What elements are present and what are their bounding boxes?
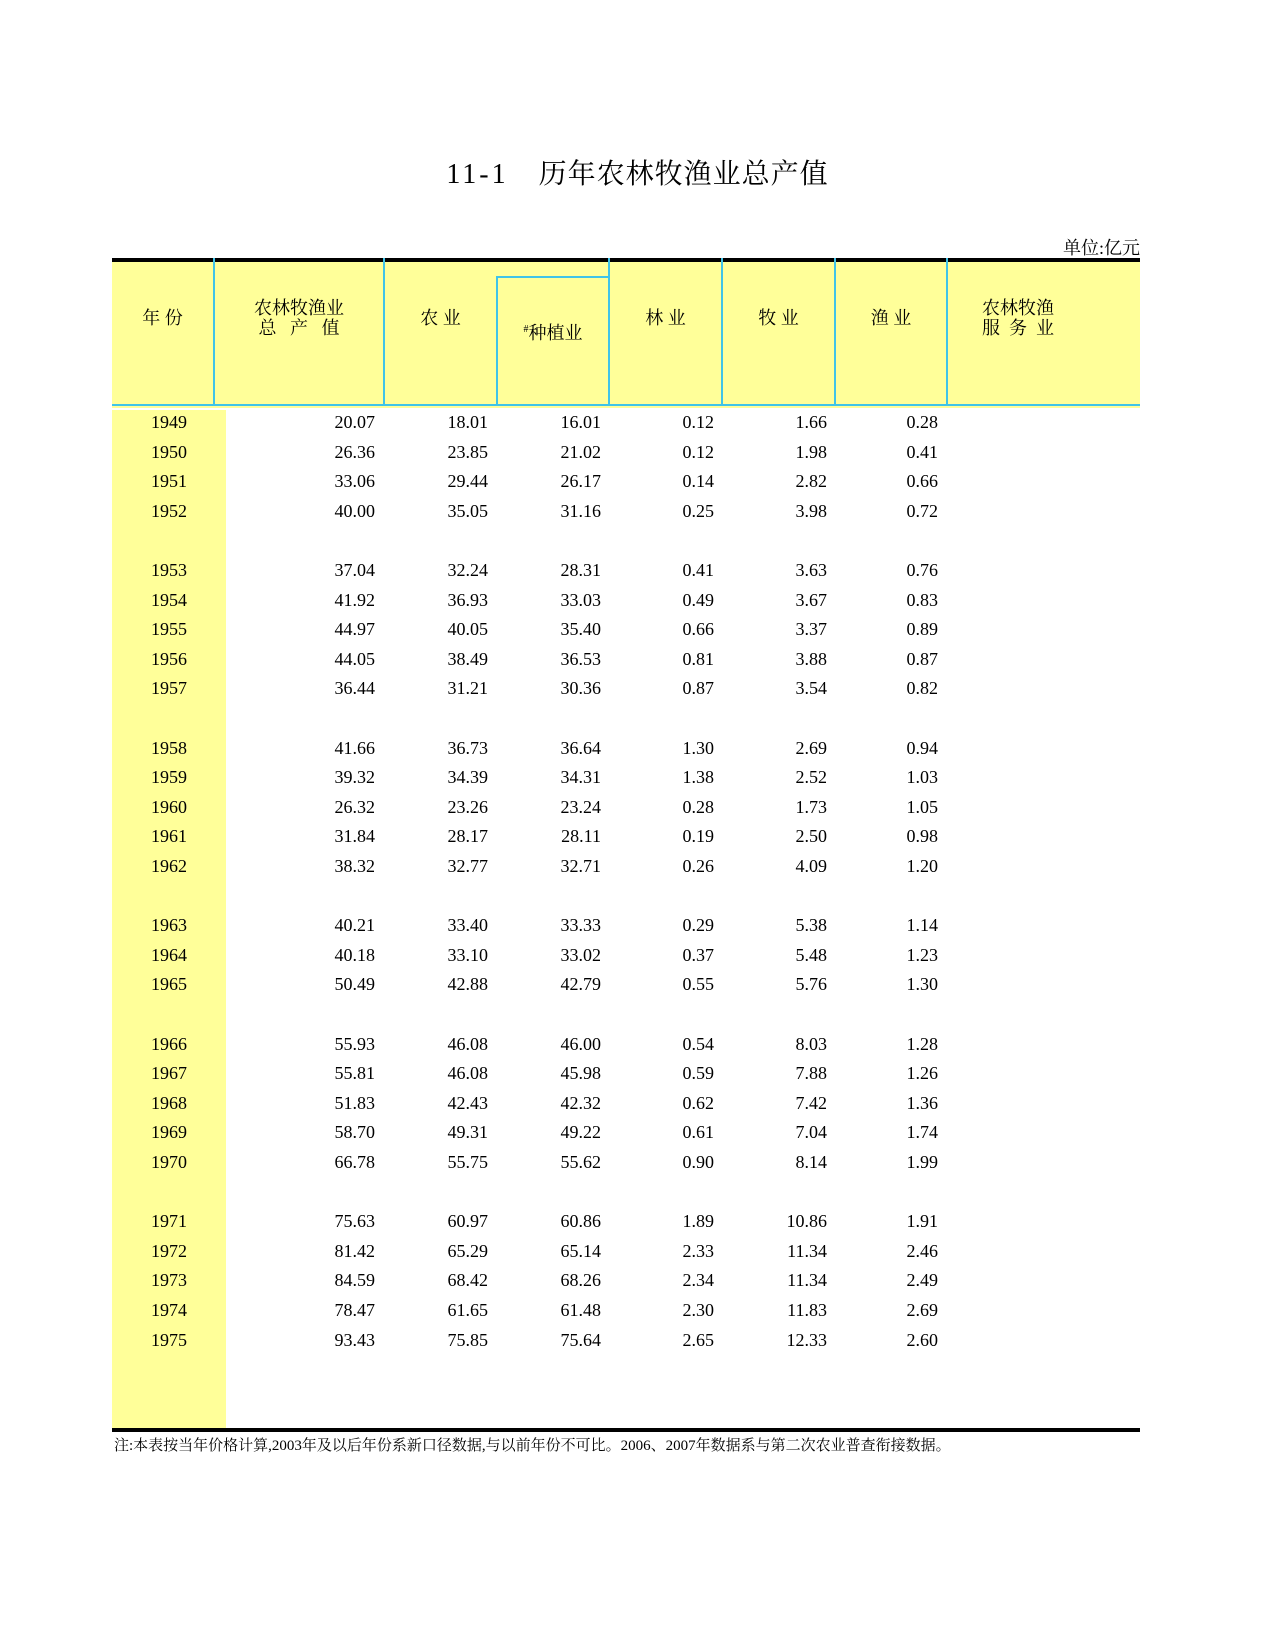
plant-cell: 42.79 — [560, 974, 601, 995]
total-cell: 50.49 — [334, 974, 375, 995]
husb-cell: 11.34 — [787, 1240, 827, 1261]
husb-cell: 7.04 — [795, 1122, 827, 1143]
forest-cell: 1.30 — [682, 737, 714, 758]
header-services-line2: 服 务 业 — [982, 318, 1054, 338]
husb-cell: 10.86 — [786, 1211, 827, 1232]
fish-cell: 0.41 — [906, 441, 938, 462]
header-forestry: 林 业 — [645, 308, 686, 328]
year-cell: 1951 — [151, 471, 187, 492]
forest-cell: 1.38 — [682, 767, 714, 788]
header-agriculture: 农 业 — [420, 308, 461, 328]
total-cell: 66.78 — [334, 1152, 375, 1172]
husb-cell: 12.33 — [786, 1329, 827, 1350]
header-divider — [834, 258, 836, 404]
forest-cell: 0.12 — [682, 441, 714, 462]
year-cell: 1972 — [151, 1240, 187, 1261]
husb-cell: 2.50 — [795, 826, 827, 847]
agri-cell: 65.29 — [447, 1240, 488, 1261]
fish-cell: 1.03 — [906, 767, 938, 788]
agri-cell: 42.88 — [447, 974, 488, 995]
plant-cell: 36.53 — [560, 648, 601, 669]
forest-cell: 2.33 — [682, 1240, 714, 1261]
plant-cell: 21.02 — [560, 441, 601, 462]
fish-cell: 1.28 — [906, 1033, 938, 1054]
total-cell: 84.59 — [334, 1270, 375, 1291]
agri-cell: 36.73 — [447, 737, 488, 758]
year-cell: 1955 — [151, 619, 187, 640]
plant-cell: 75.64 — [560, 1329, 601, 1350]
fish-cell: 2.60 — [906, 1329, 938, 1350]
fish-cell: 0.83 — [906, 589, 938, 610]
table-row — [112, 1298, 1140, 1322]
husb-cell: 7.88 — [795, 1063, 827, 1084]
table-row — [112, 795, 1140, 819]
year-cell: 1974 — [151, 1300, 187, 1320]
year-cell: 1969 — [151, 1122, 187, 1143]
year-cell: 1953 — [151, 560, 187, 580]
plant-cell: 60.86 — [560, 1211, 601, 1232]
header-divider — [721, 258, 723, 404]
subheader-rule — [496, 276, 610, 278]
total-cell: 36.44 — [334, 678, 375, 699]
total-cell: 20.07 — [334, 412, 375, 432]
fish-cell: 0.87 — [906, 648, 938, 669]
year-cell: 1949 — [151, 412, 187, 432]
year-cell: 1954 — [151, 589, 187, 610]
forest-cell: 0.19 — [682, 826, 714, 847]
table-title: 历年农林牧渔业总产值 — [538, 159, 829, 190]
agri-cell: 40.05 — [447, 619, 488, 640]
total-cell: 58.70 — [334, 1122, 375, 1143]
agri-cell: 28.17 — [447, 826, 488, 847]
agri-cell: 32.24 — [447, 560, 488, 580]
forest-cell: 2.65 — [682, 1329, 714, 1350]
agri-cell: 46.08 — [447, 1063, 488, 1084]
husb-cell: 3.54 — [795, 678, 827, 699]
forest-cell: 0.87 — [682, 678, 714, 699]
forest-cell: 2.30 — [682, 1300, 714, 1320]
agri-cell: 61.65 — [447, 1300, 488, 1320]
plant-cell: 49.22 — [560, 1122, 601, 1143]
plant-cell: 42.32 — [560, 1092, 601, 1113]
table-row — [112, 558, 1140, 582]
agri-cell: 33.10 — [447, 944, 488, 965]
total-cell: 93.43 — [334, 1329, 375, 1350]
table-row — [112, 913, 1140, 937]
husb-cell: 5.38 — [795, 915, 827, 936]
agri-cell: 38.49 — [447, 648, 488, 669]
table-bottom-rule — [112, 1428, 1140, 1432]
header-year: 年 份 — [142, 308, 183, 328]
table-row — [112, 499, 1140, 523]
plant-cell: 16.01 — [560, 412, 601, 432]
total-cell: 40.18 — [334, 944, 375, 965]
year-cell: 1956 — [151, 648, 187, 669]
forest-cell: 0.12 — [682, 412, 714, 432]
table-row — [112, 617, 1140, 641]
agri-cell: 42.43 — [447, 1092, 488, 1113]
year-cell: 1968 — [151, 1092, 187, 1113]
fish-cell: 1.36 — [906, 1092, 938, 1113]
forest-cell: 0.62 — [682, 1092, 714, 1113]
plant-cell: 33.02 — [560, 944, 601, 965]
husb-cell: 1.73 — [795, 796, 827, 817]
total-cell: 44.05 — [334, 648, 375, 669]
year-cell: 1962 — [151, 856, 187, 876]
husb-cell: 5.76 — [795, 974, 827, 995]
total-cell: 55.81 — [334, 1063, 375, 1084]
year-cell: 1964 — [151, 944, 187, 965]
forest-cell: 0.54 — [682, 1033, 714, 1054]
table-number: 11-1 — [446, 159, 509, 190]
unit-label: 单位:亿元 — [1062, 238, 1140, 258]
forest-cell: 0.28 — [682, 796, 714, 817]
header-services-line1: 农林牧渔 — [982, 298, 1054, 318]
year-cell: 1971 — [151, 1211, 187, 1232]
total-cell: 39.32 — [334, 767, 375, 788]
plant-cell: 28.11 — [561, 826, 601, 847]
forest-cell: 0.14 — [682, 471, 714, 492]
plant-cell: 45.98 — [560, 1063, 601, 1084]
year-cell: 1965 — [151, 974, 187, 995]
fish-cell: 0.76 — [906, 560, 938, 580]
table-row — [112, 1120, 1140, 1144]
plant-cell: 30.36 — [560, 678, 601, 699]
forest-cell: 0.29 — [682, 915, 714, 936]
total-cell: 40.21 — [334, 915, 375, 936]
fish-cell: 1.99 — [906, 1152, 938, 1172]
table-row — [112, 1091, 1140, 1115]
agri-cell: 23.26 — [447, 796, 488, 817]
plant-cell: 28.31 — [560, 560, 601, 580]
table-row — [112, 1061, 1140, 1085]
agri-cell: 34.39 — [447, 767, 488, 788]
plant-cell: 35.40 — [560, 619, 601, 640]
table-row — [112, 943, 1140, 967]
year-cell: 1957 — [151, 678, 187, 699]
husb-cell: 5.48 — [795, 944, 827, 965]
table-row — [112, 647, 1140, 671]
agri-cell: 75.85 — [447, 1329, 488, 1350]
forest-cell: 0.61 — [682, 1122, 714, 1143]
fish-cell: 0.82 — [906, 678, 938, 699]
agri-cell: 68.42 — [447, 1270, 488, 1291]
husb-cell: 8.14 — [795, 1152, 827, 1172]
husb-cell: 3.67 — [795, 589, 827, 610]
table-row — [112, 469, 1140, 493]
fish-cell: 2.49 — [906, 1270, 938, 1291]
husb-cell: 4.09 — [795, 856, 827, 876]
planting-mark: # — [523, 324, 529, 335]
table-row — [112, 1150, 1140, 1174]
plant-cell: 31.16 — [560, 500, 601, 521]
husb-cell: 3.63 — [795, 560, 827, 580]
fish-cell: 0.98 — [906, 826, 938, 847]
fish-cell: 0.28 — [906, 412, 938, 432]
husb-cell: 8.03 — [795, 1033, 827, 1054]
plant-cell: 68.26 — [560, 1270, 601, 1291]
fish-cell: 1.20 — [906, 856, 938, 876]
total-cell: 33.06 — [334, 471, 375, 492]
fish-cell: 2.69 — [906, 1300, 938, 1320]
agri-cell: 35.05 — [447, 500, 488, 521]
year-cell: 1959 — [151, 767, 187, 788]
agri-cell: 55.75 — [447, 1152, 488, 1172]
forest-cell: 0.90 — [682, 1152, 714, 1172]
year-cell: 1963 — [151, 915, 187, 936]
year-cell: 1967 — [151, 1063, 187, 1084]
total-cell: 55.93 — [334, 1033, 375, 1054]
husb-cell: 3.98 — [795, 500, 827, 521]
table-row — [112, 1268, 1140, 1292]
agri-cell: 36.93 — [447, 589, 488, 610]
total-cell: 40.00 — [334, 500, 375, 521]
agri-cell: 23.85 — [447, 441, 488, 462]
table-row — [112, 588, 1140, 612]
table-row — [112, 736, 1140, 760]
year-cell: 1960 — [151, 796, 187, 817]
year-cell: 1952 — [151, 500, 187, 521]
husb-cell: 2.69 — [795, 737, 827, 758]
total-cell: 78.47 — [334, 1300, 375, 1320]
table-row — [112, 972, 1140, 996]
fish-cell: 1.30 — [906, 974, 938, 995]
plant-cell: 46.00 — [560, 1033, 601, 1054]
husb-cell: 2.52 — [795, 767, 827, 788]
fish-cell: 1.91 — [906, 1211, 938, 1232]
forest-cell: 0.81 — [682, 648, 714, 669]
agri-cell: 49.31 — [447, 1122, 488, 1143]
plant-cell: 36.64 — [560, 737, 601, 758]
plant-cell: 65.14 — [560, 1240, 601, 1261]
total-cell: 41.66 — [334, 737, 375, 758]
plant-cell: 26.17 — [560, 471, 601, 492]
fish-cell: 1.05 — [906, 796, 938, 817]
husb-cell: 11.34 — [787, 1270, 827, 1291]
forest-cell: 0.66 — [682, 619, 714, 640]
total-cell: 37.04 — [334, 560, 375, 580]
forest-cell: 2.34 — [682, 1270, 714, 1291]
table-row — [112, 1328, 1140, 1352]
husb-cell: 11.83 — [787, 1300, 827, 1320]
plant-cell: 23.24 — [560, 796, 601, 817]
table-row — [112, 765, 1140, 789]
agri-cell: 18.01 — [447, 412, 488, 432]
fish-cell: 1.74 — [906, 1122, 938, 1143]
header-services — [948, 298, 1088, 338]
total-cell: 51.83 — [334, 1092, 375, 1113]
agri-cell: 32.77 — [447, 856, 488, 876]
table-row — [112, 1239, 1140, 1263]
total-cell: 44.97 — [334, 619, 375, 640]
header-divider — [383, 258, 385, 404]
total-cell: 41.92 — [334, 589, 375, 610]
plant-cell: 33.33 — [560, 915, 601, 936]
forest-cell: 0.55 — [682, 974, 714, 995]
fish-cell: 1.14 — [906, 915, 938, 936]
agri-cell: 46.08 — [447, 1033, 488, 1054]
agri-cell: 29.44 — [447, 471, 488, 492]
fish-cell: 1.26 — [906, 1063, 938, 1084]
fish-cell: 0.72 — [906, 500, 938, 521]
husb-cell: 2.82 — [795, 471, 827, 492]
footnote: 注:本表按当年价格计算,2003年及以后年份系新口径数据,与以前年份不可比。2006、2007年数据系与第二次农业普查衔接数据。 — [114, 1438, 951, 1454]
forest-cell: 0.26 — [682, 856, 714, 876]
page-title — [0, 152, 1275, 192]
table-row — [112, 1032, 1140, 1056]
plant-cell: 34.31 — [560, 767, 601, 788]
fish-cell: 0.89 — [906, 619, 938, 640]
table-header — [112, 262, 1140, 408]
fish-cell: 1.23 — [906, 944, 938, 965]
table-row — [112, 676, 1140, 700]
forest-cell: 0.41 — [682, 560, 714, 580]
header-total-line1: 农林牧渔业 — [254, 298, 344, 318]
header-total-line2: 总 产 值 — [258, 318, 340, 338]
forest-cell: 0.37 — [682, 944, 714, 965]
forest-cell: 0.49 — [682, 589, 714, 610]
header-planting-label: 种植业 — [528, 323, 583, 343]
plant-cell: 33.03 — [560, 589, 601, 610]
table-row — [112, 410, 1140, 434]
header-divider — [608, 258, 610, 404]
husb-cell: 1.98 — [795, 441, 827, 462]
agri-cell: 33.40 — [447, 915, 488, 936]
husb-cell: 7.42 — [795, 1092, 827, 1113]
fish-cell: 0.94 — [906, 737, 938, 758]
header-planting — [498, 320, 608, 343]
total-cell: 38.32 — [334, 856, 375, 876]
year-cell: 1970 — [151, 1152, 187, 1172]
plant-cell: 61.48 — [560, 1300, 601, 1320]
total-cell: 75.63 — [334, 1211, 375, 1232]
year-cell: 1958 — [151, 737, 187, 758]
table-row — [112, 854, 1140, 878]
year-cell: 1961 — [151, 826, 187, 847]
husb-cell: 3.88 — [795, 648, 827, 669]
forest-cell: 0.59 — [682, 1063, 714, 1084]
husb-cell: 3.37 — [795, 619, 827, 640]
table-row — [112, 824, 1140, 848]
table-row — [112, 440, 1140, 464]
plant-cell: 32.71 — [560, 856, 601, 876]
year-cell: 1973 — [151, 1270, 187, 1291]
plant-cell: 55.62 — [560, 1152, 601, 1172]
fish-cell: 2.46 — [906, 1240, 938, 1261]
year-cell: 1950 — [151, 441, 187, 462]
forest-cell: 1.89 — [682, 1211, 714, 1232]
year-cell: 1975 — [151, 1329, 187, 1350]
year-cell: 1966 — [151, 1033, 187, 1054]
header-husbandry: 牧 业 — [758, 308, 799, 328]
header-fishery: 渔 业 — [870, 308, 912, 328]
total-cell: 26.32 — [334, 796, 375, 817]
table-row — [112, 1209, 1140, 1233]
header-total — [215, 298, 383, 338]
husb-cell: 1.66 — [795, 412, 827, 432]
fish-cell: 0.66 — [906, 471, 938, 492]
header-bottom-rule — [112, 404, 1140, 406]
total-cell: 26.36 — [334, 441, 375, 462]
forest-cell: 0.25 — [682, 500, 714, 521]
agri-cell: 31.21 — [447, 678, 488, 699]
total-cell: 31.84 — [334, 826, 375, 847]
agri-cell: 60.97 — [447, 1211, 488, 1232]
total-cell: 81.42 — [334, 1240, 375, 1261]
